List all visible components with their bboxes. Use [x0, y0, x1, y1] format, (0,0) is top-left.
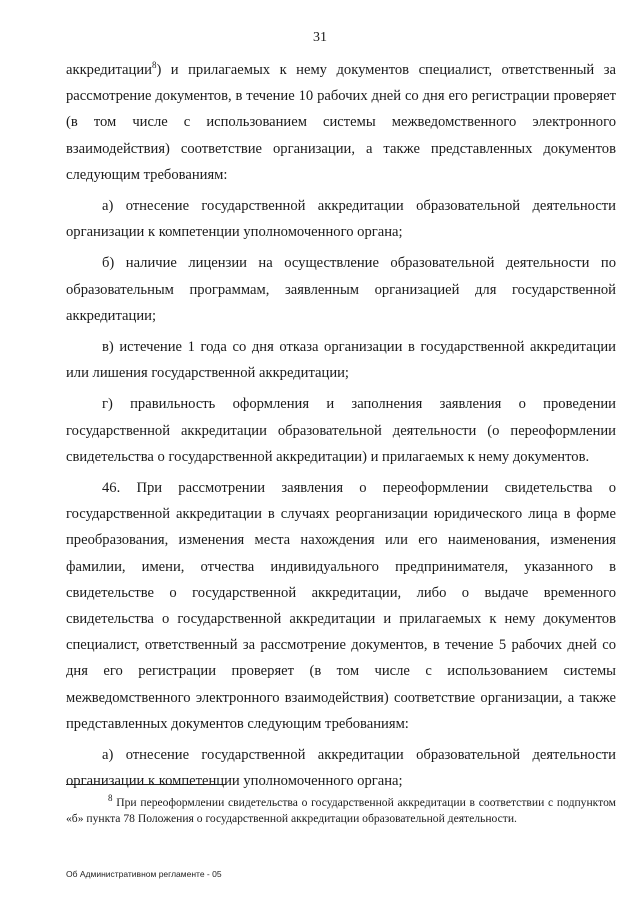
footnote-divider [66, 784, 226, 785]
footnote-mark: 8 [108, 793, 113, 804]
list-item-a-2: а) отнесение государственной аккредитации образовательной деятельности организации к компетенции уполномоченного органа; [66, 747, 616, 790]
footnote [66, 795, 616, 827]
page-number: 31 [313, 30, 327, 45]
section-46: 46. При рассмотрении заявления о переоформлении свидетельства о государственной аккредитации в случаях реорганизации юридического лица в форме преобразования, изменения места нахождения или его наименования, изменения фамилии, имени, отчества индивидуального предпринимателя, указанного в свидетельстве о государственной аккредитации, либо о выдаче временного свидетельства о государственной аккредитации и прилагаемых к нему документов специалист, ответственный за рассмотрение документов, в течение 5 рабочих дней со дня его регистрации проверяет (в том числе с использованием системы межведомственного электронного взаимодействия) соответствие организации, а также представленных документов следующим требованиям: [66, 480, 616, 732]
list-item-d: г) правильность оформления и заполнения заявления о проведении государственной аккредитации образовательной деятельности (о переоформлении свидетельства о государственной аккредитации) и прилагаемых к нему документов. [66, 396, 616, 465]
paragraph-continuation: аккредитации$^8$) и прилагаемых к нему документов специалист, ответственный за рассмотрение документов, в течение 10 рабочих дней со дня его регистрации проверяет (в том числе с использованием системы межведомственного электронного взаимодействия) соответствие организации, а также представленных документов следующим требованиям: [66, 60, 616, 183]
list-item-b: б) наличие лицензии на осуществление образовательной деятельности по образовательным программам, заявленным организацией для государственной аккредитации; [66, 255, 616, 324]
document-identifier: Об Административном регламенте - 05 [66, 869, 222, 879]
list-item-c: в) истечение 1 года со дня отказа организации в государственной аккредитации или лишения государственной аккредитации; [66, 339, 616, 382]
document-body [66, 57, 616, 794]
footnote-text: При переоформлении свидетельства о государственной аккредитации в соответствии с подпунктом «б» пункта 78 Положения о государственной аккредитации образовательной деятельности. [66, 796, 616, 825]
footnote-reference: 8 [151, 60, 157, 71]
list-item-a: а) отнесение государственной аккредитации образовательной деятельности организации к компетенции уполномоченного органа; [66, 198, 616, 241]
